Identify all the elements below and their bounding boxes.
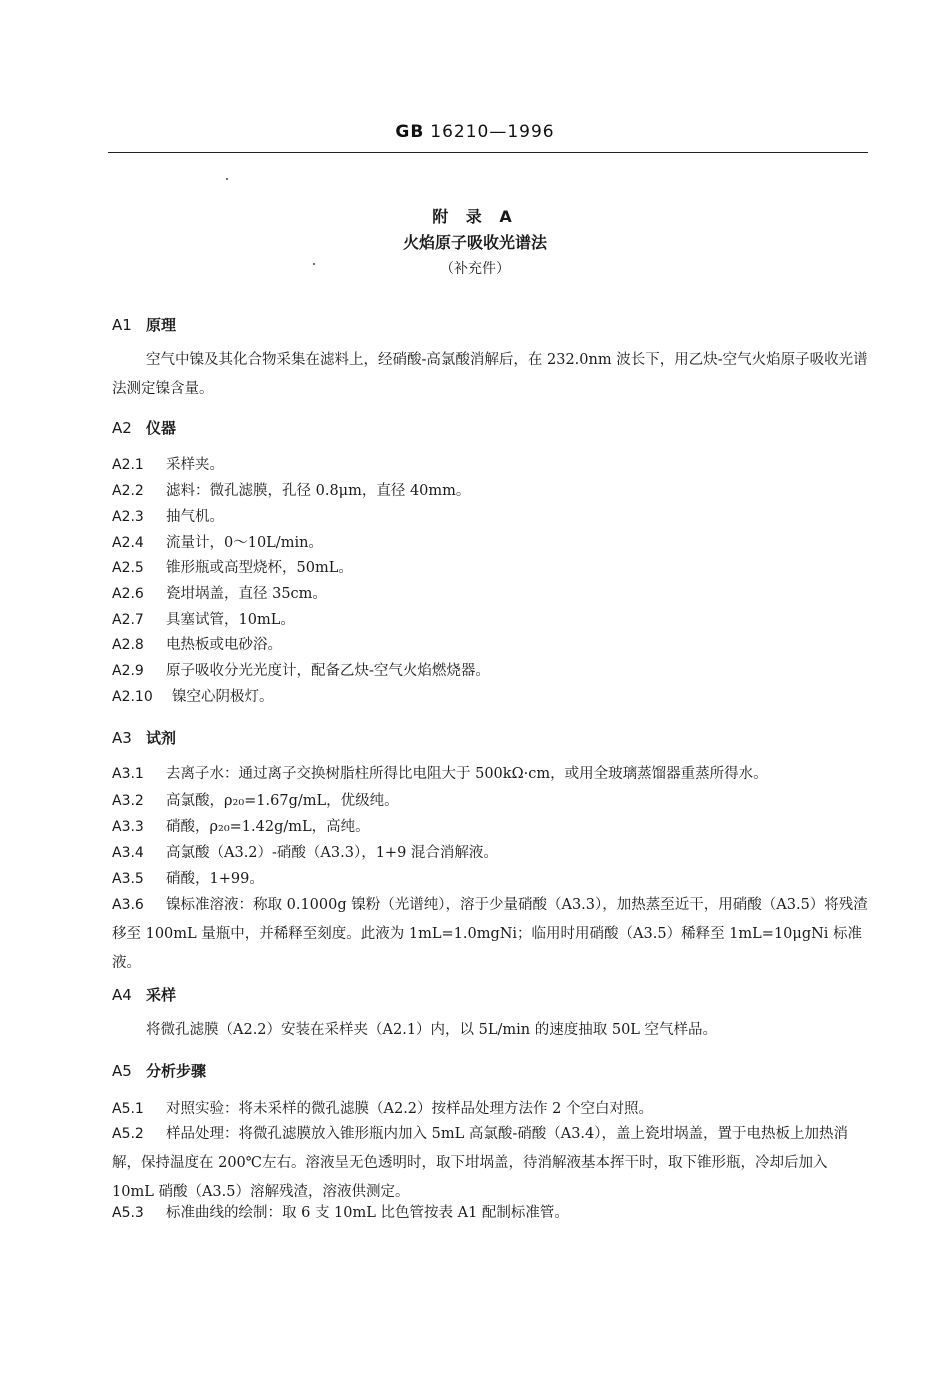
section-number: A4 (112, 986, 132, 1004)
section-number: A2 (112, 419, 132, 437)
list-item (112, 839, 872, 868)
section-number: A5 (112, 1062, 132, 1080)
item-text: 硝酸，1+99。 (166, 871, 264, 887)
item-text: 标准曲线的绘制：取 6 支 10mL 比色管按表 A1 配制标准管。 (166, 1205, 569, 1221)
appendix-subtitle: 火焰原子吸收光谱法 (402, 233, 547, 252)
section-title: 仪器 (146, 419, 177, 437)
list-item (112, 1120, 872, 1207)
item-number: A2.9 (112, 663, 144, 679)
list-item (112, 503, 872, 532)
section-title: 原理 (146, 316, 177, 334)
list-item (112, 554, 872, 583)
header-rule (108, 152, 868, 153)
list-item (112, 451, 872, 480)
item-text: 锥形瓶或高型烧杯，50mL。 (166, 560, 353, 576)
item-text: 抽气机。 (166, 509, 224, 525)
appendix-title: 附 录 A (432, 207, 518, 226)
item-text: 高氯酸，ρ₂₀=1.67g/mL，优级纯。 (166, 793, 399, 809)
list-item (112, 1199, 872, 1228)
section-a4-heading (112, 984, 176, 1005)
item-number: A2.6 (112, 586, 144, 602)
item-text: 流量计，0～10L/min。 (166, 535, 323, 551)
section-title: 分析步骤 (146, 1062, 207, 1080)
list-item (112, 683, 872, 712)
item-text: 高氯酸（A3.2）-硝酸（A3.3），1+9 混合消解液。 (166, 845, 498, 861)
item-text: 原子吸收分光光度计，配备乙炔-空气火焰燃烧器。 (166, 663, 490, 679)
scan-speck (313, 263, 315, 265)
item-number: A3.6 (112, 897, 144, 913)
section-title: 试剂 (146, 729, 177, 747)
item-number: A3.3 (112, 819, 144, 835)
item-number: A5.2 (112, 1126, 144, 1142)
item-text: 镍空心阴极灯。 (172, 689, 274, 705)
appendix-note: （补充件） (440, 261, 510, 277)
item-number: A3.4 (112, 845, 144, 861)
item-text: 镍标准溶液：称取 0.1000g 镍粉（光谱纯），溶于少量硝酸（A3.3），加热蒸至近干，用硝酸（A3.5）将残渣移至 100mL 量瓶中，并稀释至刻度。此液为 1mL=1.0mgNi；临用时用硝酸（A3.5）稀释至 1mL=10μgNi 标准液。 (112, 897, 868, 971)
list-item (112, 657, 872, 686)
item-number: A2.5 (112, 560, 144, 576)
section-a2-heading (112, 417, 176, 438)
item-number: A2.4 (112, 535, 144, 551)
section-a4-text: 将微孔滤膜（A2.2）安装在采样夹（A2.1）内，以 5L/min 的速度抽取 50L 空气样品。 (146, 1022, 718, 1038)
item-text: 去离子水：通过离子交换树脂柱所得比电阻大于 500kΩ·cm，或用全玻璃蒸馏器重蒸所得水。 (166, 766, 768, 782)
list-item (112, 787, 872, 816)
item-text: 瓷坩埚盖，直径 35cm。 (166, 586, 327, 602)
item-number: A5.3 (112, 1205, 144, 1221)
item-number: A2.1 (112, 457, 144, 473)
item-number: A2.2 (112, 483, 144, 499)
item-number: A2.8 (112, 637, 144, 653)
item-number: A3.5 (112, 871, 144, 887)
scan-speck (226, 178, 228, 180)
item-text: 硝酸，ρ₂₀=1.42g/mL，高纯。 (166, 819, 370, 835)
item-text: 样品处理：将微孔滤膜放入锥形瓶内加入 5mL 高氯酸-硝酸（A3.4），盖上瓷坩埚盖，置于电热板上加热消解，保持温度在 200℃左右。溶液呈无色透明时，取下坩埚盖，待消解液基本挥干时，取下锥形瓶，冷却后加入 10mL 硝酸（A3.5）溶解残渣，溶液供测定。 (112, 1126, 848, 1200)
list-item (112, 891, 872, 978)
list-item (112, 580, 872, 609)
section-title: 采样 (146, 986, 177, 1004)
section-a3-heading (112, 727, 176, 748)
item-text: 对照实验：将未采样的微孔滤膜（A2.2）按样品处理方法作 2 个空白对照。 (166, 1101, 653, 1117)
section-a1-text: 空气中镍及其化合物采集在滤料上，经硝酸-高氯酸消解后，在 232.0nm 波长下，用乙炔-空气火焰原子吸收光谱法测定镍含量。 (112, 352, 868, 397)
item-number: A3.2 (112, 793, 144, 809)
item-number: A2.7 (112, 612, 144, 628)
section-a5-heading (112, 1060, 206, 1081)
item-number: A2.3 (112, 509, 144, 525)
standard-prefix: GB (395, 122, 425, 142)
list-item (112, 760, 872, 789)
item-number: A2.10 (112, 689, 153, 705)
section-number: A3 (112, 729, 132, 747)
item-number: A3.1 (112, 766, 144, 782)
item-text: 具塞试管，10mL。 (166, 612, 295, 628)
list-item (112, 631, 872, 660)
standard-code (0, 122, 950, 142)
section-a1-heading (112, 314, 176, 335)
item-text: 采样夹。 (166, 457, 224, 473)
list-item (112, 477, 872, 506)
standard-number: 16210—1996 (430, 122, 555, 142)
item-number: A5.1 (112, 1101, 144, 1117)
item-text: 电热板或电砂浴。 (166, 637, 282, 653)
item-text: 滤料：微孔滤膜，孔径 0.8μm，直径 40mm。 (166, 483, 471, 499)
section-number: A1 (112, 316, 132, 334)
list-item (112, 865, 872, 894)
list-item (112, 813, 872, 842)
